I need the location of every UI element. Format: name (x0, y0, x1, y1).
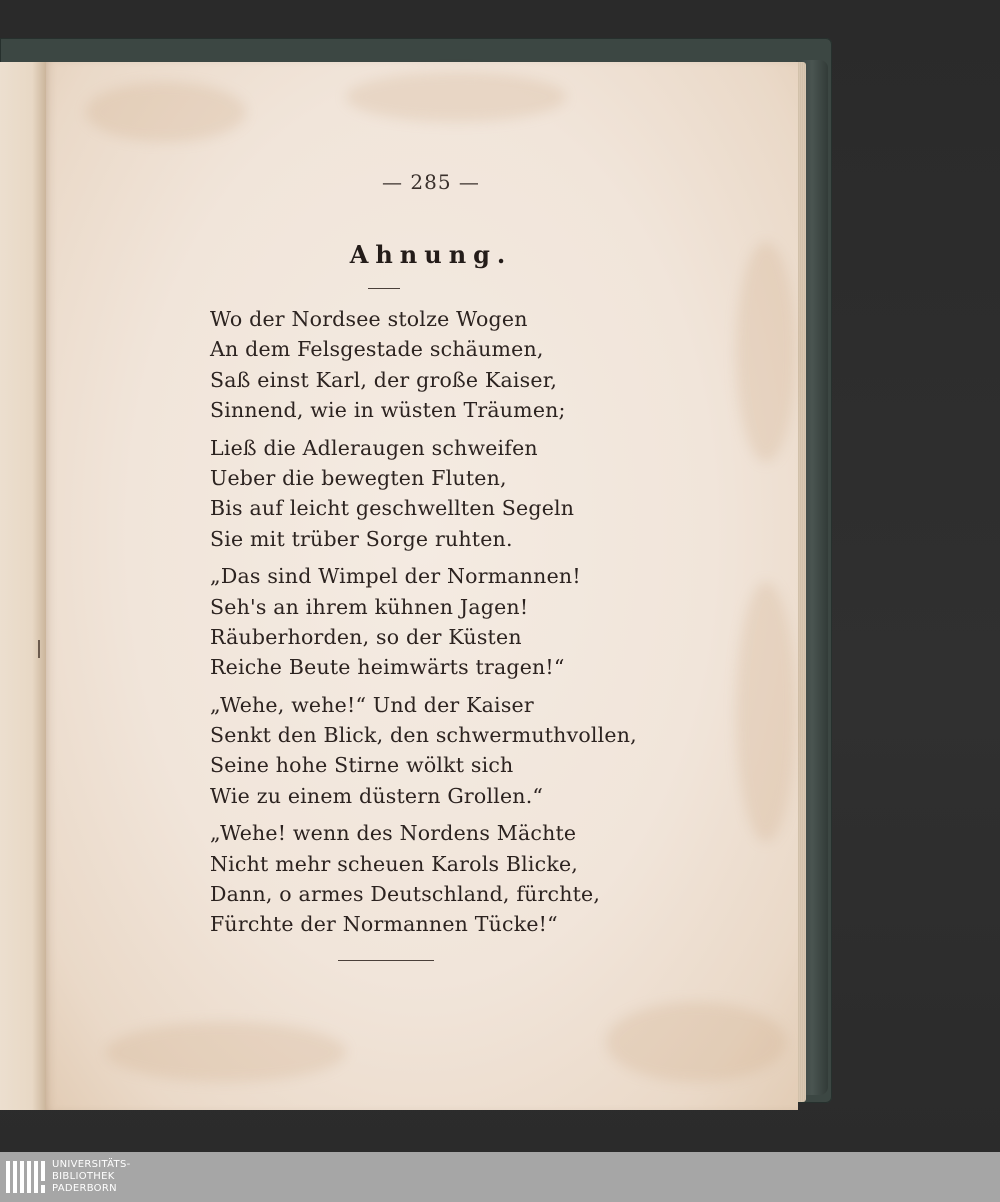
foxing-stain (736, 242, 796, 462)
poem-line: „Wehe, wehe!“ Und der Kaiser (210, 692, 534, 717)
library-name (52, 1159, 131, 1195)
stanza (210, 433, 690, 555)
previous-page-mark (38, 640, 40, 658)
foxing-stain (346, 72, 566, 122)
foxing-stain (606, 1002, 786, 1082)
poem-line: An dem Felsgestade schäumen, (210, 337, 544, 362)
poem-line: Nicht mehr scheuen Karols Blicke, (210, 851, 579, 876)
poem-line: Sinnend, wie in wüsten Träumen; (210, 398, 566, 423)
library-name-line: UNIVERSITÄTS- (52, 1159, 131, 1170)
poem-title: Ahnung. (349, 240, 513, 269)
library-name-line: BIBLIOTHEK (52, 1171, 115, 1182)
poem-line: Räuberhorden, so der Küsten (210, 624, 522, 649)
poem-body (210, 304, 690, 947)
title-divider (368, 288, 400, 289)
poem-line: Wo der Nordsee stolze Wogen (210, 307, 528, 331)
poem-line: Seine hohe Stirne wölkt sich (210, 753, 514, 778)
poem-line: Dann, o armes Deutschland, fürchte, (210, 882, 601, 907)
stanza (210, 818, 690, 940)
university-library-logo-icon (6, 1157, 46, 1197)
foxing-stain (106, 1022, 346, 1082)
poem-line: Seh's an ihrem kühnen Jagen! (210, 594, 529, 619)
poem-line: Ueber die bewegten Fluten, (210, 465, 507, 490)
poem-line: Senkt den Blick, den schwermuthvollen, (210, 723, 637, 748)
previous-page (0, 62, 47, 1110)
footer-bar (0, 1152, 1000, 1202)
poem-line: Saß einst Karl, der große Kaiser, (210, 367, 558, 392)
poem-line: Wie zu einem düstern Grollen.“ (210, 783, 544, 808)
end-divider (338, 960, 434, 961)
stanza (210, 690, 690, 812)
poem-line: Fürchte der Normannen Tücke!“ (210, 912, 558, 937)
foxing-stain (86, 82, 246, 142)
poem-line: „Wehe! wenn des Nordens Mächte (210, 821, 577, 846)
poem-line: „Das sind Wimpel der Normannen! (210, 564, 581, 589)
poem-line: Sie mit trüber Sorge ruhten. (210, 526, 513, 551)
book-page (46, 62, 798, 1110)
poem-line: Bis auf leicht geschwellten Segeln (210, 496, 575, 521)
poem-line: Ließ die Adleraugen schweifen (210, 435, 538, 460)
foxing-stain (736, 582, 796, 842)
stanza (210, 304, 690, 426)
poem-line: Reiche Beute heimwärts tragen!“ (210, 655, 565, 680)
library-name-line: PADERBORN (52, 1183, 117, 1194)
stanza (210, 561, 690, 683)
page-number: — 285 — (382, 170, 480, 194)
